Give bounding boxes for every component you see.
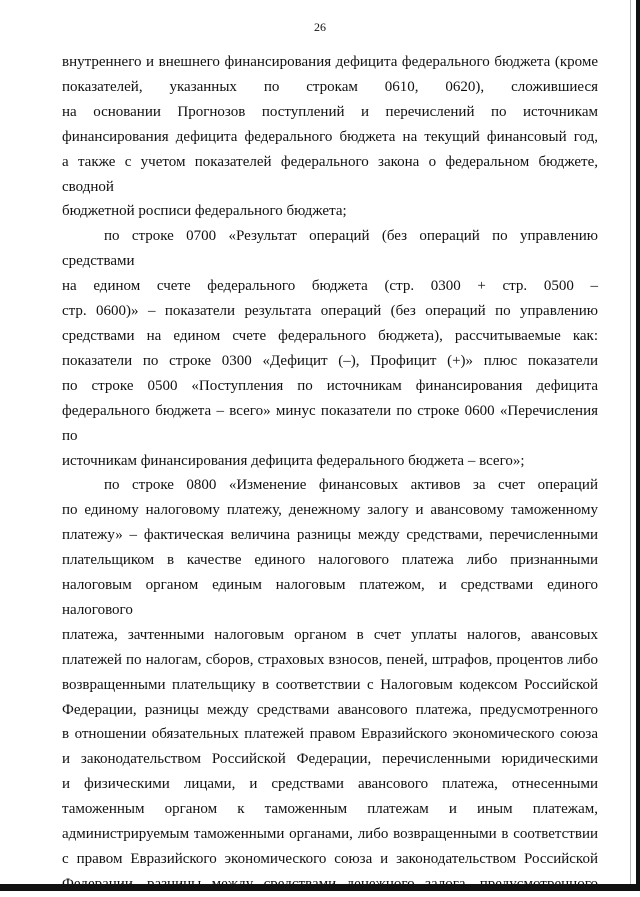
page-number: 26 bbox=[314, 20, 326, 34]
text-line: по единому налоговому платежу, денежному залогу и авансовому таможенному bbox=[62, 502, 598, 519]
text-line: плательщиком в качестве единого налогового платежа либо признанными bbox=[62, 552, 598, 569]
text-line: внутреннего и внешнего финансирования дефицита федерального бюджета (кроме bbox=[62, 54, 598, 70]
text-line: и законодательством Российской Федерации, перечисленными юридическими bbox=[62, 751, 598, 768]
text-line: Федерации, разницы между средствами авансового платежа, предусмотренного bbox=[62, 701, 598, 718]
text-line: таможенным органом к таможенным платежам и иным платежам, bbox=[62, 801, 598, 818]
text-line: по строке 0700 «Результат операций (без операций по управлению средствами bbox=[62, 228, 598, 270]
text-line: источникам финансирования дефицита федерального бюджета – всего»; bbox=[62, 452, 525, 469]
text-line: платежу» – фактическая величина разницы между средствами, перечисленными bbox=[62, 527, 598, 544]
text-line: а также с учетом показателей федерального закона о федеральном бюджете, сводной bbox=[62, 153, 598, 195]
text-line: администрируемым таможенными органами, либо возвращенными в соответствии bbox=[62, 826, 598, 843]
paragraph-1 bbox=[62, 50, 598, 224]
text-line: платежей по налогам, сборов, страховых взносов, пеней, штрафов, процентов либо bbox=[62, 651, 598, 668]
text-line: платежа, зачтенными налоговым органом в счет уплаты налогов, авансовых bbox=[62, 626, 598, 643]
text-line: федерального бюджета – всего» минус показатели по строке 0600 «Перечисления по bbox=[62, 402, 598, 444]
text-line: и физическими лицами, и средствами авансового платежа, отнесенными bbox=[62, 776, 598, 793]
text-line: бюджетной росписи федерального бюджета; bbox=[62, 203, 347, 220]
scan-edge-bottom bbox=[0, 884, 640, 891]
text-line: возвращенными плательщику в соответствии с Налоговым кодексом Российской bbox=[62, 676, 598, 693]
text-line: стр. 0600)» – показатели результата операций (без операций по управлению bbox=[62, 303, 598, 320]
document-body bbox=[62, 50, 598, 897]
text-line: показатели по строке 0300 «Дефицит (–), Профицит (+)» плюс показатели bbox=[62, 352, 598, 369]
text-line: показателей, указанных по строкам 0610, 0620), сложившиеся bbox=[62, 78, 598, 95]
text-line: на едином счете федерального бюджета (стр. 0300 + стр. 0500 – bbox=[62, 278, 598, 295]
text-line: с правом Евразийского экономического союза и законодательством Российской bbox=[62, 851, 598, 867]
scan-edge-line bbox=[630, 0, 631, 891]
paragraph-3 bbox=[62, 473, 598, 896]
text-line: по строке 0800 «Изменение финансовых активов за счет операций bbox=[104, 477, 598, 494]
text-line: финансирования дефицита федерального бюджета на текущий финансовый год, bbox=[62, 128, 598, 145]
text-line: средствами на едином счете федерального бюджета), рассчитываемые как: bbox=[62, 327, 598, 344]
scan-edge-right bbox=[636, 0, 640, 891]
text-line: налоговым органом единым налоговым платежом, и средствами единого налогового bbox=[62, 577, 598, 618]
text-line: на основании Прогнозов поступлений и перечислений по источникам bbox=[62, 103, 598, 120]
text-line: в отношении обязательных платежей правом Евразийского экономического союза bbox=[62, 726, 598, 743]
paragraph-2 bbox=[62, 224, 598, 473]
text-line: по строке 0500 «Поступления по источникам финансирования дефицита bbox=[62, 377, 598, 394]
